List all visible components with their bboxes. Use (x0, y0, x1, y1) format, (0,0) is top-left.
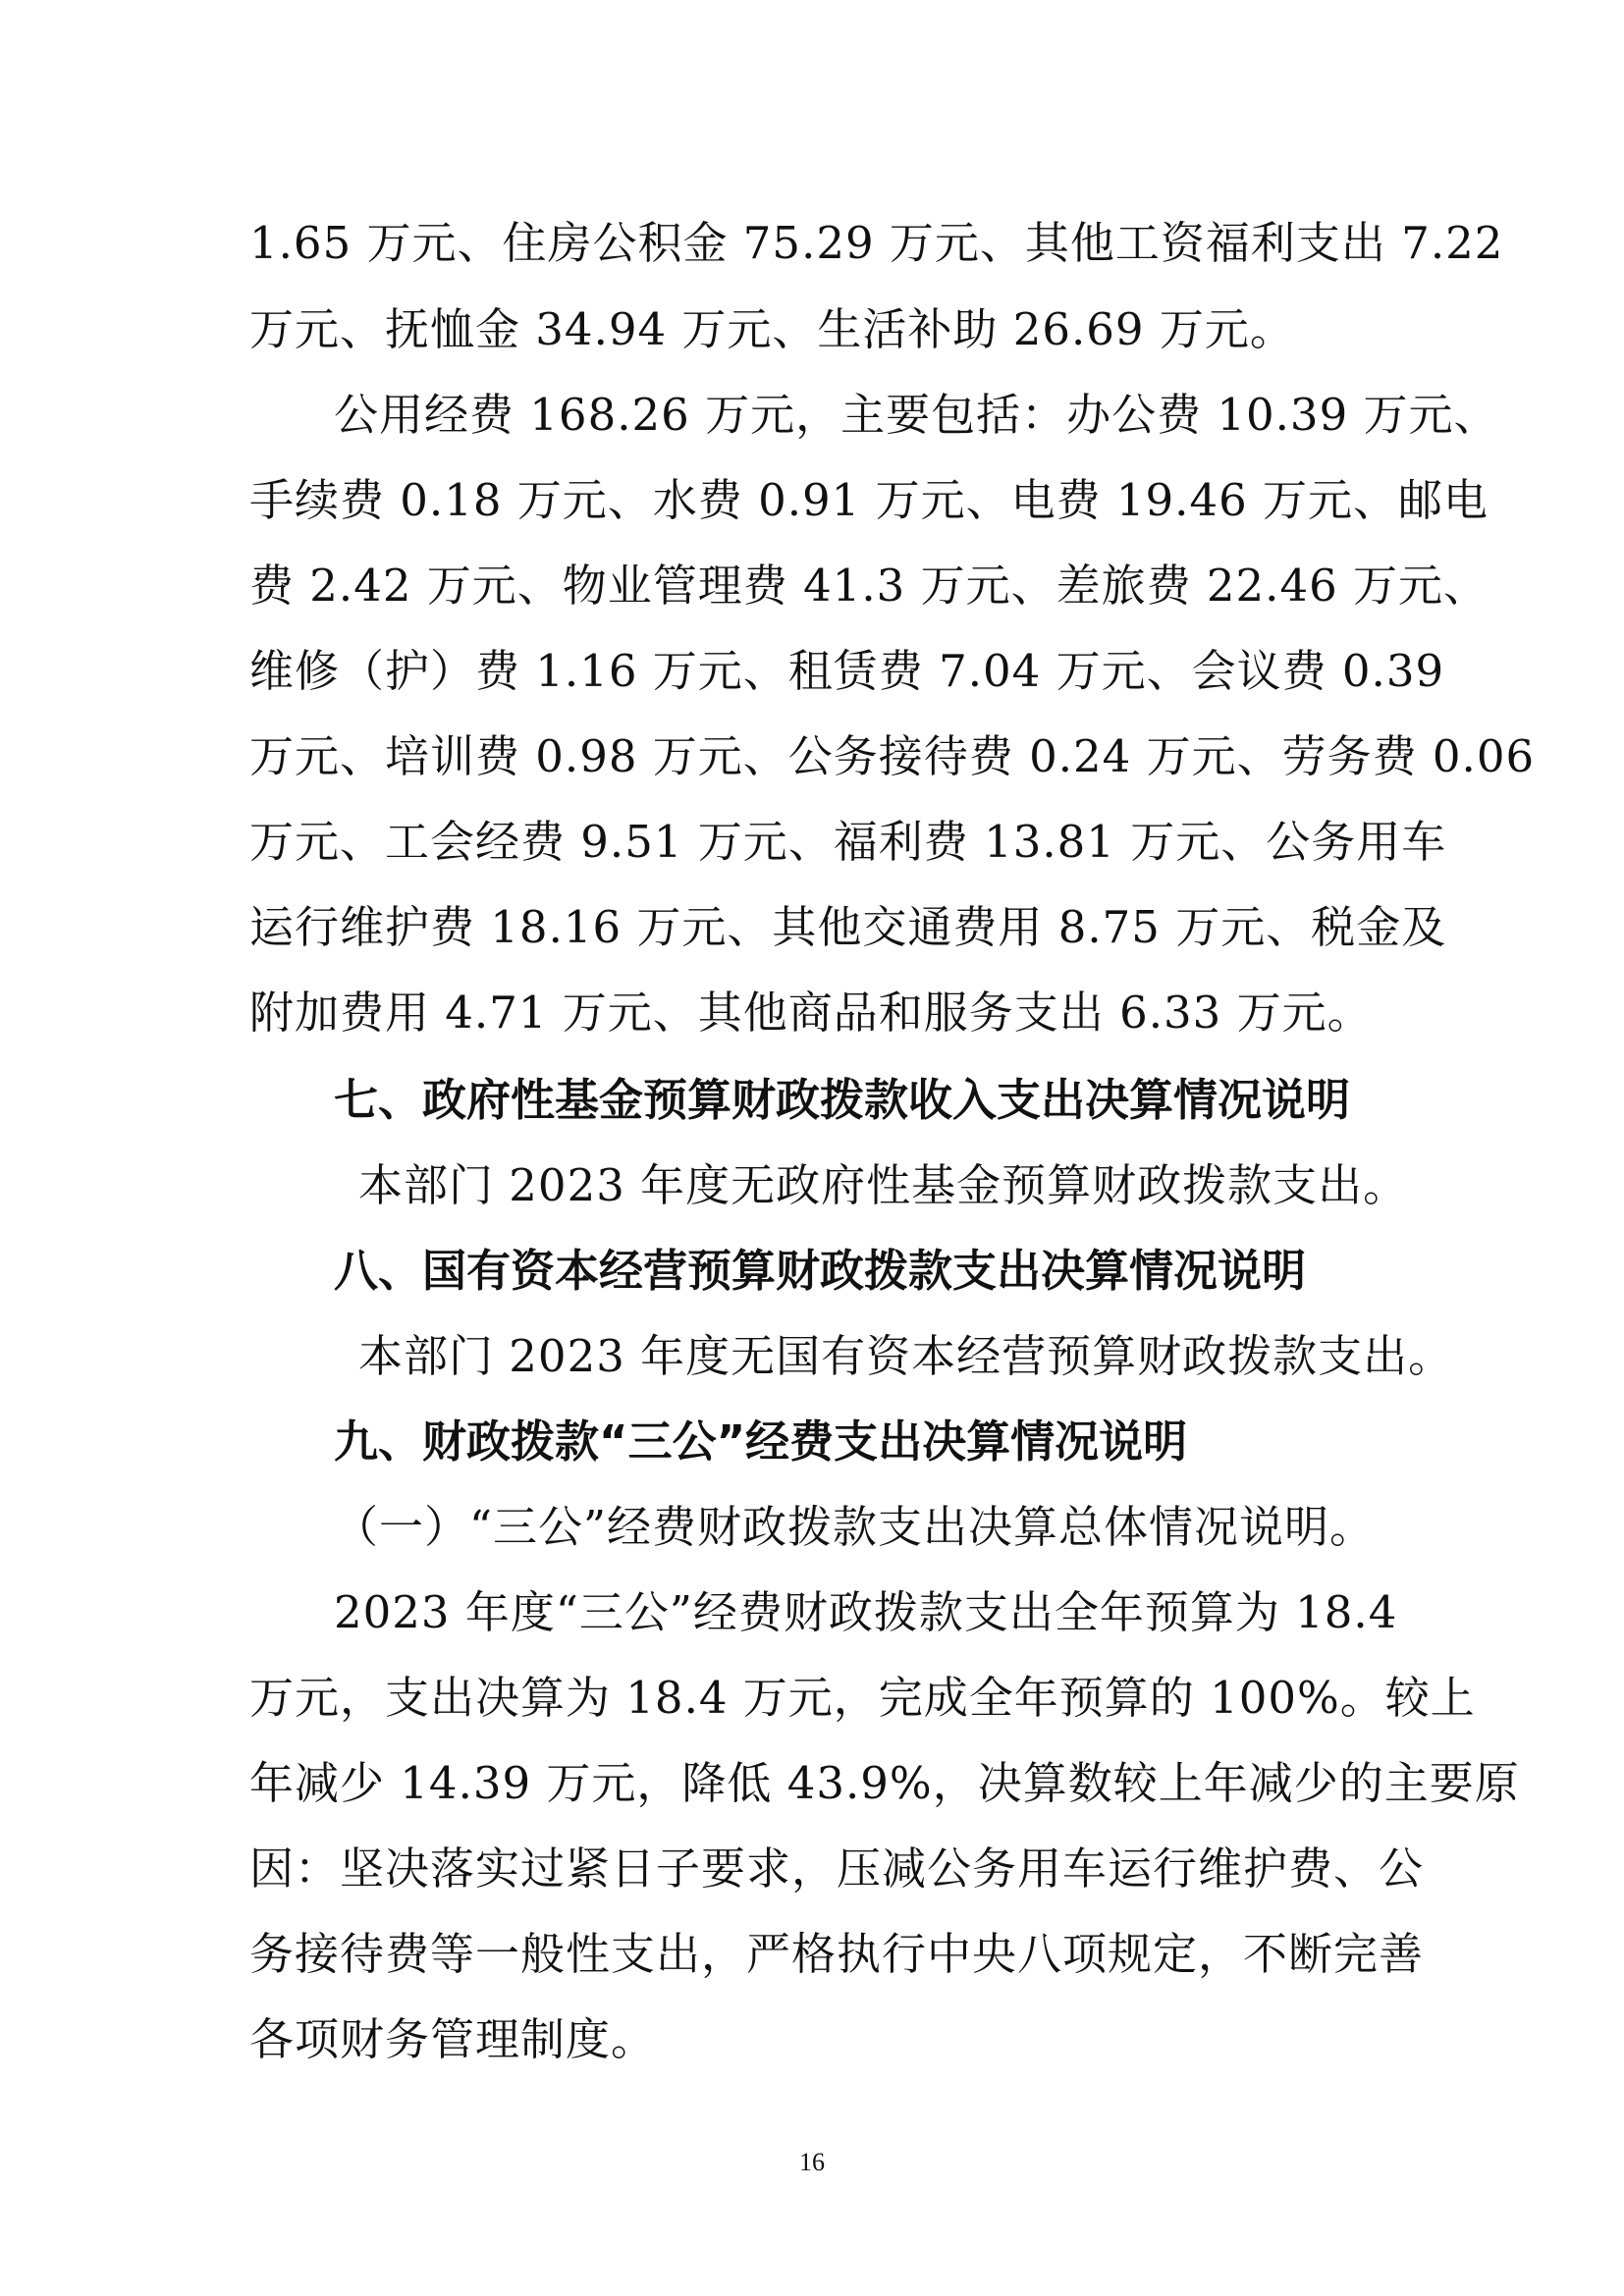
section-heading-9: 九、财政拨款“三公”经费支出决算情况说明 (334, 1415, 1188, 1468)
body-line: 手续费 0.18 万元、水费 0.91 万元、电费 19.46 万元、邮电 (249, 474, 1489, 526)
body-line: 因：坚决落实过紧日子要求，压减公务用车运行维护费、公 (249, 1842, 1425, 1895)
body-line: 公用经费 168.26 万元，主要包括：办公费 10.39 万元、 (334, 389, 1499, 441)
page-number: 16 (799, 2148, 825, 2176)
section-heading-8: 八、国有资本经营预算财政拨款支出决算情况说明 (334, 1245, 1307, 1297)
body-line: 各项财务管理制度。 (249, 2013, 657, 2065)
section-8-body: 本部门 2023 年度无国有资本经营预算财政拨款支出。 (358, 1330, 1454, 1382)
section-7-body: 本部门 2023 年度无政府性基金预算财政拨款支出。 (358, 1159, 1409, 1211)
subsection-heading: （一）“三公”经费财政拨款支出决算总体情况说明。 (334, 1501, 1376, 1553)
body-line: 万元、工会经费 9.51 万元、福利费 13.81 万元、公务用车 (249, 816, 1447, 868)
body-line: 年减少 14.39 万元，降低 43.9%，决算数较上年减少的主要原 (249, 1757, 1520, 1809)
body-line: 2023 年度“三公”经费财政拨款支出全年预算为 18.4 (334, 1586, 1398, 1638)
body-line: 万元，支出决算为 18.4 万元，完成全年预算的 100%。较上 (249, 1672, 1476, 1724)
body-line: 万元、抚恤金 34.94 万元、生活补助 26.69 万元。 (249, 303, 1295, 355)
body-line: 务接待费等一般性支出，严格执行中央八项规定，不断完善 (249, 1928, 1425, 1980)
body-line: 附加费用 4.71 万元、其他商品和服务支出 6.33 万元。 (249, 987, 1373, 1039)
body-line: 运行维护费 18.16 万元、其他交通费用 8.75 万元、税金及 (249, 901, 1447, 953)
body-line: 万元、培训费 0.98 万元、公务接待费 0.24 万元、劳务费 0.06 (249, 730, 1536, 782)
body-line: 1.65 万元、住房公积金 75.29 万元、其他工资福利支出 7.22 (249, 217, 1504, 269)
body-line: 维修（护）费 1.16 万元、租赁费 7.04 万元、会议费 0.39 (249, 645, 1445, 697)
body-line: 费 2.42 万元、物业管理费 41.3 万元、差旅费 22.46 万元、 (249, 560, 1489, 612)
section-heading-7: 七、政府性基金预算财政拨款收入支出决算情况说明 (334, 1074, 1351, 1126)
